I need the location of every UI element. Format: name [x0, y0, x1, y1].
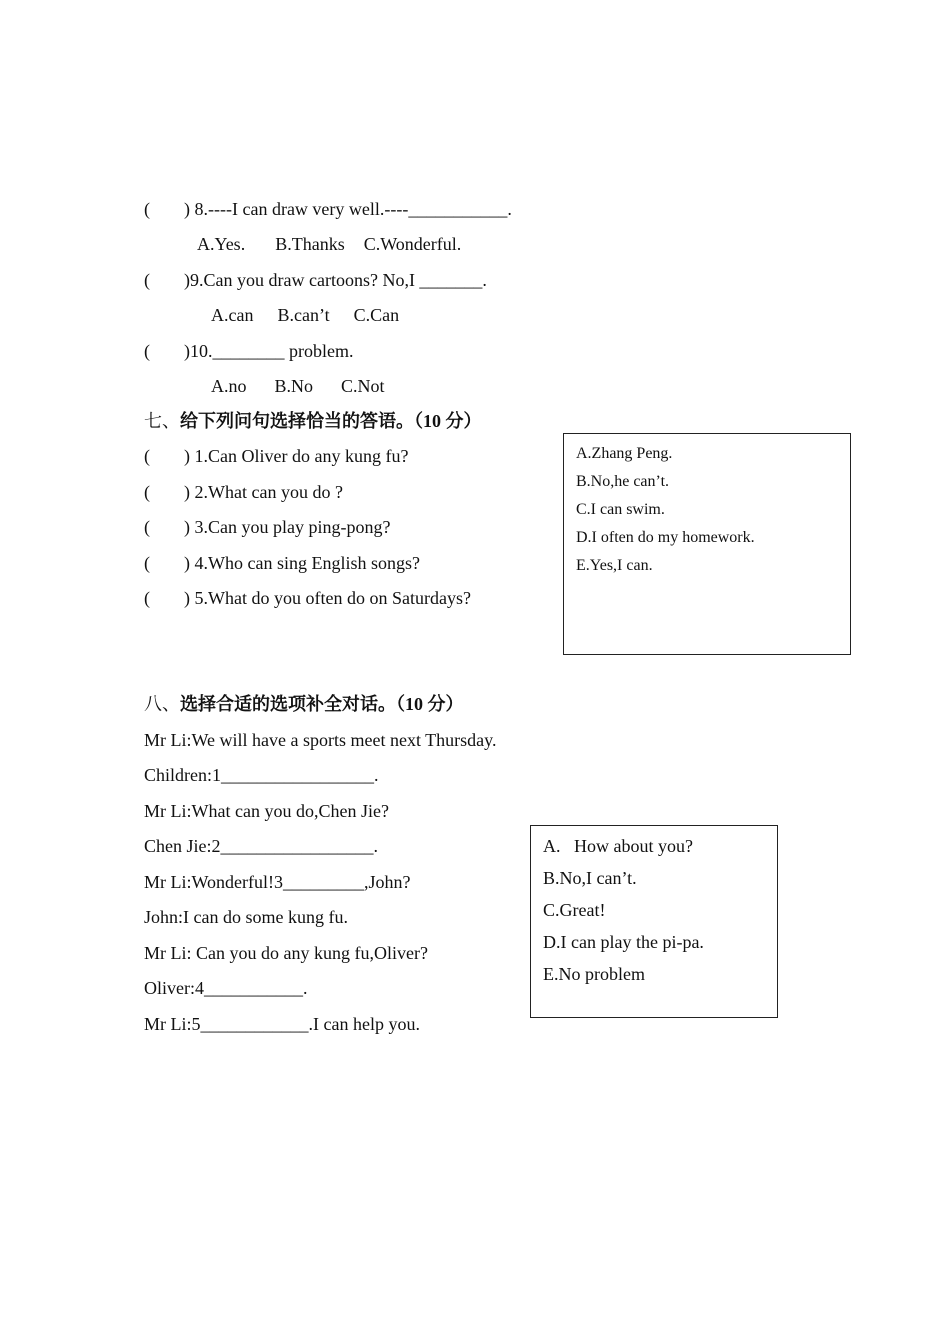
- dialogue-line: Mr Li:Wonderful!3_________,John?: [144, 872, 411, 892]
- section-7-question: ( ) 1.Can Oliver do any kung fu?: [144, 446, 409, 466]
- section-7-question: ( ) 2.What can you do ?: [144, 482, 343, 502]
- answer-option: A.Zhang Peng.: [576, 445, 673, 462]
- answer-paren: (: [144, 199, 150, 219]
- question-text: )10.________ problem.: [184, 341, 354, 361]
- dialogue-option: B.No,I can’t.: [543, 868, 637, 888]
- dialogue-option: E.No problem: [543, 964, 645, 984]
- option-b: B.Thanks: [275, 234, 345, 254]
- answer-option: D.I often do my homework.: [576, 529, 755, 546]
- question-8-options: [197, 233, 461, 255]
- dialogue-line: Mr Li:We will have a sports meet next Thursday.: [144, 730, 497, 750]
- option-a: A.no: [211, 376, 247, 396]
- section-8-option-box: [530, 825, 778, 1018]
- question-text: ) 8.----I can draw very well.----___________.: [184, 199, 512, 219]
- section-7-heading: 七、给下列问句选择恰当的答语。（10 分）: [144, 411, 482, 431]
- dialogue-line: Oliver:4___________.: [144, 978, 308, 998]
- dialogue-line: Mr Li:What can you do,Chen Jie?: [144, 801, 389, 821]
- dialogue-option: D.I can play the pi-pa.: [543, 932, 704, 952]
- question-8: [144, 198, 512, 220]
- question-9-options: [211, 304, 399, 326]
- dialogue-line: Chen Jie:2_________________.: [144, 836, 378, 856]
- answer-option: E.Yes,I can.: [576, 557, 653, 574]
- answer-option: B.No,he can’t.: [576, 473, 670, 490]
- dialogue-line: John:I can do some kung fu.: [144, 907, 348, 927]
- option-c: C.Can: [353, 305, 400, 325]
- option-c: C.Wonderful.: [363, 234, 462, 254]
- option-a: A.can: [211, 305, 254, 325]
- dialogue-line: Mr Li:5____________.I can help you.: [144, 1014, 420, 1034]
- answer-paren: (: [144, 588, 150, 608]
- option-c: C.Not: [341, 376, 385, 396]
- option-a: A.Yes.: [197, 234, 246, 254]
- answer-paren: (: [144, 341, 150, 361]
- section-8-heading: 八、选择合适的选项补全对话。（10 分）: [144, 694, 464, 714]
- dialogue-line: Mr Li: Can you do any kung fu,Oliver?: [144, 943, 428, 963]
- answer-paren: (: [144, 553, 150, 573]
- section-7-question: ( ) 5.What do you often do on Saturdays?: [144, 588, 471, 608]
- dialogue-option: A. How about you?: [543, 836, 693, 856]
- option-b: B.No: [274, 376, 314, 396]
- answer-paren: (: [144, 446, 150, 466]
- answer-option: C.I can swim.: [576, 501, 665, 518]
- question-10-options: [211, 375, 385, 397]
- dialogue-option: C.Great!: [543, 900, 606, 920]
- option-b: B.can’t: [277, 305, 330, 325]
- section-7-answer-box: [563, 433, 851, 655]
- section-7-question: ( ) 3.Can you play ping-pong?: [144, 517, 391, 537]
- answer-paren: (: [144, 517, 150, 537]
- question-text: )9.Can you draw cartoons? No,I _______.: [184, 270, 487, 290]
- answer-paren: (: [144, 482, 150, 502]
- section-7-question: ( ) 4.Who can sing English songs?: [144, 553, 420, 573]
- dialogue-line: Children:1_________________.: [144, 765, 379, 785]
- answer-paren: (: [144, 270, 150, 290]
- question-10: [144, 340, 353, 362]
- question-9: [144, 269, 487, 291]
